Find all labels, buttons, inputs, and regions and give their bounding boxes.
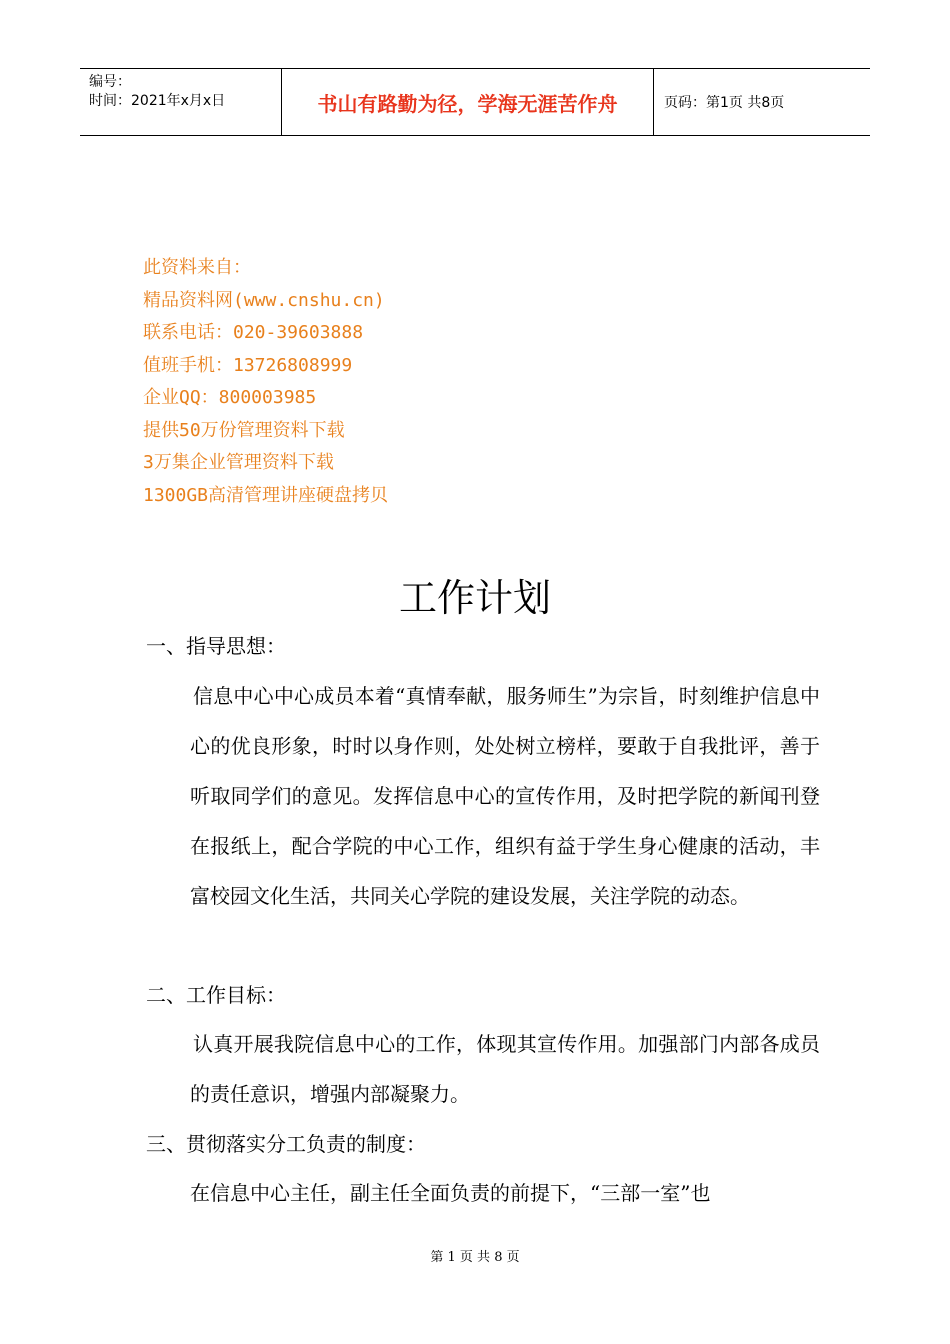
motto-text: 书山有路勤为径，学海无涯苦作舟 — [317, 91, 618, 116]
section-text-2: 认真开展我院信息中心的工作，体现其宣传作用。加强部门内部各成员的责任意识，增强内部凝聚力。 — [190, 1032, 820, 1106]
page-info: 页码：第1页 共8页 — [664, 95, 785, 111]
source-info-block — [143, 252, 388, 512]
document-title: 工作计划 — [398, 576, 551, 620]
header-left-cell — [80, 69, 282, 135]
section-text-3: 在信息中心主任，副主任全面负责的前提下，“三部一室”也 — [190, 1181, 711, 1205]
source-line-mobile: 值班手机：13726808999 — [143, 354, 353, 376]
source-line: 1300GB高清管理讲座硬盘拷贝 — [143, 484, 389, 506]
source-line-qq: 企业QQ：800003985 — [143, 387, 317, 408]
section-heading-3: 三、贯彻落实分工负责的制度： — [146, 1132, 426, 1156]
source-line-website: 精品资料网(www.cnshu.cn) — [143, 289, 385, 311]
page-footer: 第 1 页 共 8 页 — [430, 1250, 520, 1265]
source-line: 提供50万份管理资料下载 — [143, 419, 345, 441]
header-page-cell — [654, 69, 870, 135]
section-text-1: 信息中心中心成员本着“真情奉献，服务师生”为宗旨，时刻维护信息中心的优良形象，时时以身作则，处处树立榜样，要敢于自我批评，善于听取同学们的意见。发挥信息中心的宣传作用，及时把学院的新闻刊登在报纸上，配合学院的中心工作，组织有益于学生身心健康的活动，丰富校园文化生活，共同关心学院的建设发展，关注学院的动态。 — [190, 684, 820, 908]
source-line: 3万集企业管理资料下载 — [143, 452, 334, 473]
header-table — [80, 68, 870, 136]
source-line-phone: 联系电话：020-39603888 — [143, 322, 364, 343]
header-motto-cell — [282, 69, 654, 135]
source-line: 此资料来自： — [143, 257, 251, 278]
section-heading-1: 一、指导思想： — [146, 634, 286, 658]
serial-label: 编号： — [89, 74, 131, 90]
section-heading-2: 二、工作目标： — [146, 983, 286, 1007]
time-label: 时间：2021年x月x日 — [89, 93, 226, 109]
